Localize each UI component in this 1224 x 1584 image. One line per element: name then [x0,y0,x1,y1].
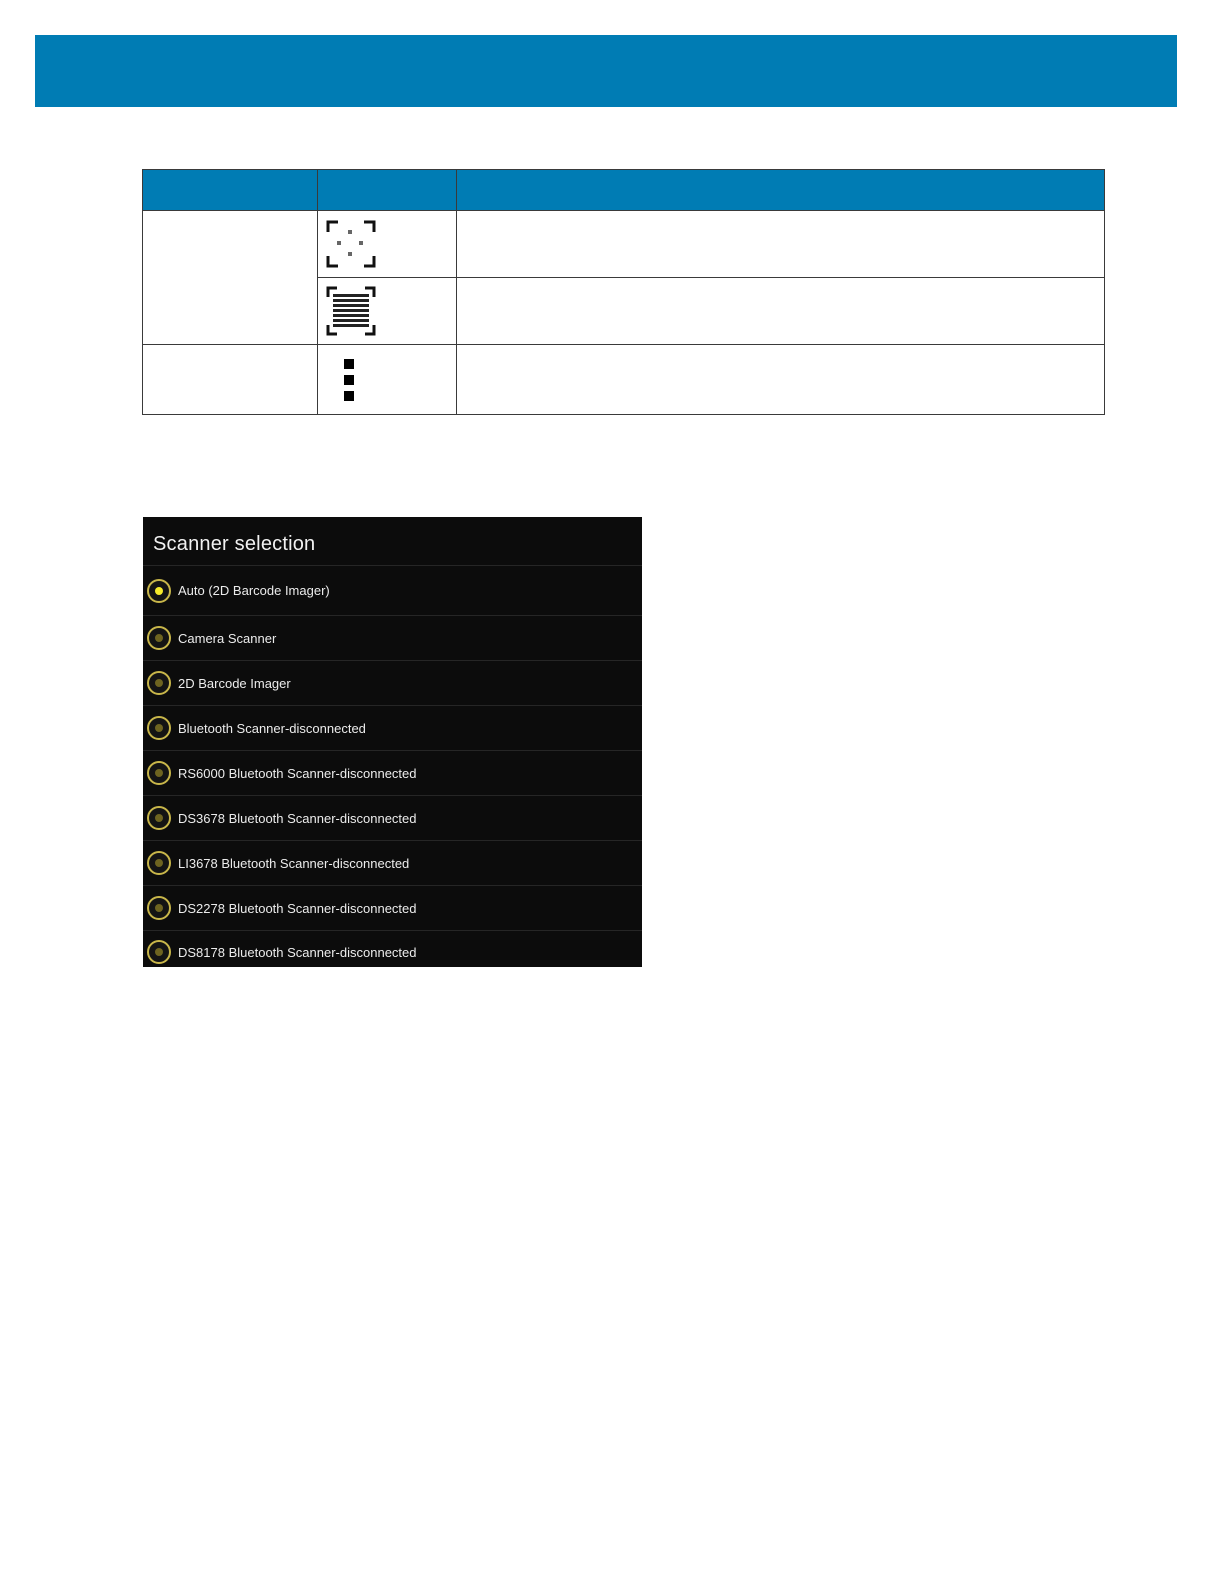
table-cell [318,211,457,278]
scanner-option-label: DS2278 Bluetooth Scanner-disconnected [178,900,417,916]
table-cell [457,211,1105,278]
radio-button[interactable] [147,940,171,964]
table-header-cell [457,170,1105,211]
scanner-option-label: RS6000 Bluetooth Scanner-disconnected [178,765,417,781]
table-cell [457,345,1105,415]
table-cell [143,211,318,345]
radio-dot [155,948,163,956]
scanner-option-ds3678[interactable] [143,796,642,841]
table-cell [143,345,318,415]
dialog-title: Scanner selection [143,517,642,566]
scanner-option-ds2278[interactable] [143,886,642,931]
icon-description-table [142,169,1105,415]
scanner-option-ds8178[interactable] [143,931,642,967]
scanner-option-label: 2D Barcode Imager [178,675,291,691]
scanner-option-2d-imager[interactable] [143,661,642,706]
radio-dot [155,814,163,822]
radio-button[interactable] [147,671,171,695]
table-cell [457,278,1105,345]
radio-button[interactable] [147,851,171,875]
radio-dot [155,859,163,867]
page-header-band [35,35,1177,107]
radio-dot [155,904,163,912]
radio-button-selected[interactable] [147,579,171,603]
radio-button[interactable] [147,761,171,785]
table-cell [318,345,457,415]
radio-dot [155,634,163,642]
scanner-option-label: Auto (2D Barcode Imager) [178,583,330,598]
table-row [143,211,1105,278]
radio-button[interactable] [147,896,171,920]
table-cell [318,278,457,345]
table-header-cell [143,170,318,211]
radio-dot [155,724,163,732]
more-vertical-icon [326,355,376,405]
scan-target-icon [326,219,376,269]
scanner-selection-dialog [143,517,642,967]
radio-button[interactable] [147,626,171,650]
scanner-option-label: Camera Scanner [178,630,277,646]
scanner-option-label: LI3678 Bluetooth Scanner-disconnected [178,855,410,871]
scanner-option-list [143,566,642,967]
scanner-option-label: Bluetooth Scanner-disconnected [178,720,366,736]
radio-dot [155,587,163,595]
table-header-row [143,170,1105,211]
radio-dot [155,769,163,777]
scanner-option-camera[interactable] [143,616,642,661]
scanner-option-li3678[interactable] [143,841,642,886]
barcode-list-icon [326,286,376,336]
radio-dot [155,679,163,687]
scanner-option-rs6000[interactable] [143,751,642,796]
scanner-option-bluetooth[interactable] [143,706,642,751]
table-header-cell [318,170,457,211]
scanner-option-auto[interactable] [143,566,642,616]
table-row [143,345,1105,415]
radio-button[interactable] [147,806,171,830]
radio-button[interactable] [147,716,171,740]
scanner-option-label: DS8178 Bluetooth Scanner-disconnected [178,944,417,960]
scanner-option-label: DS3678 Bluetooth Scanner-disconnected [178,810,417,826]
